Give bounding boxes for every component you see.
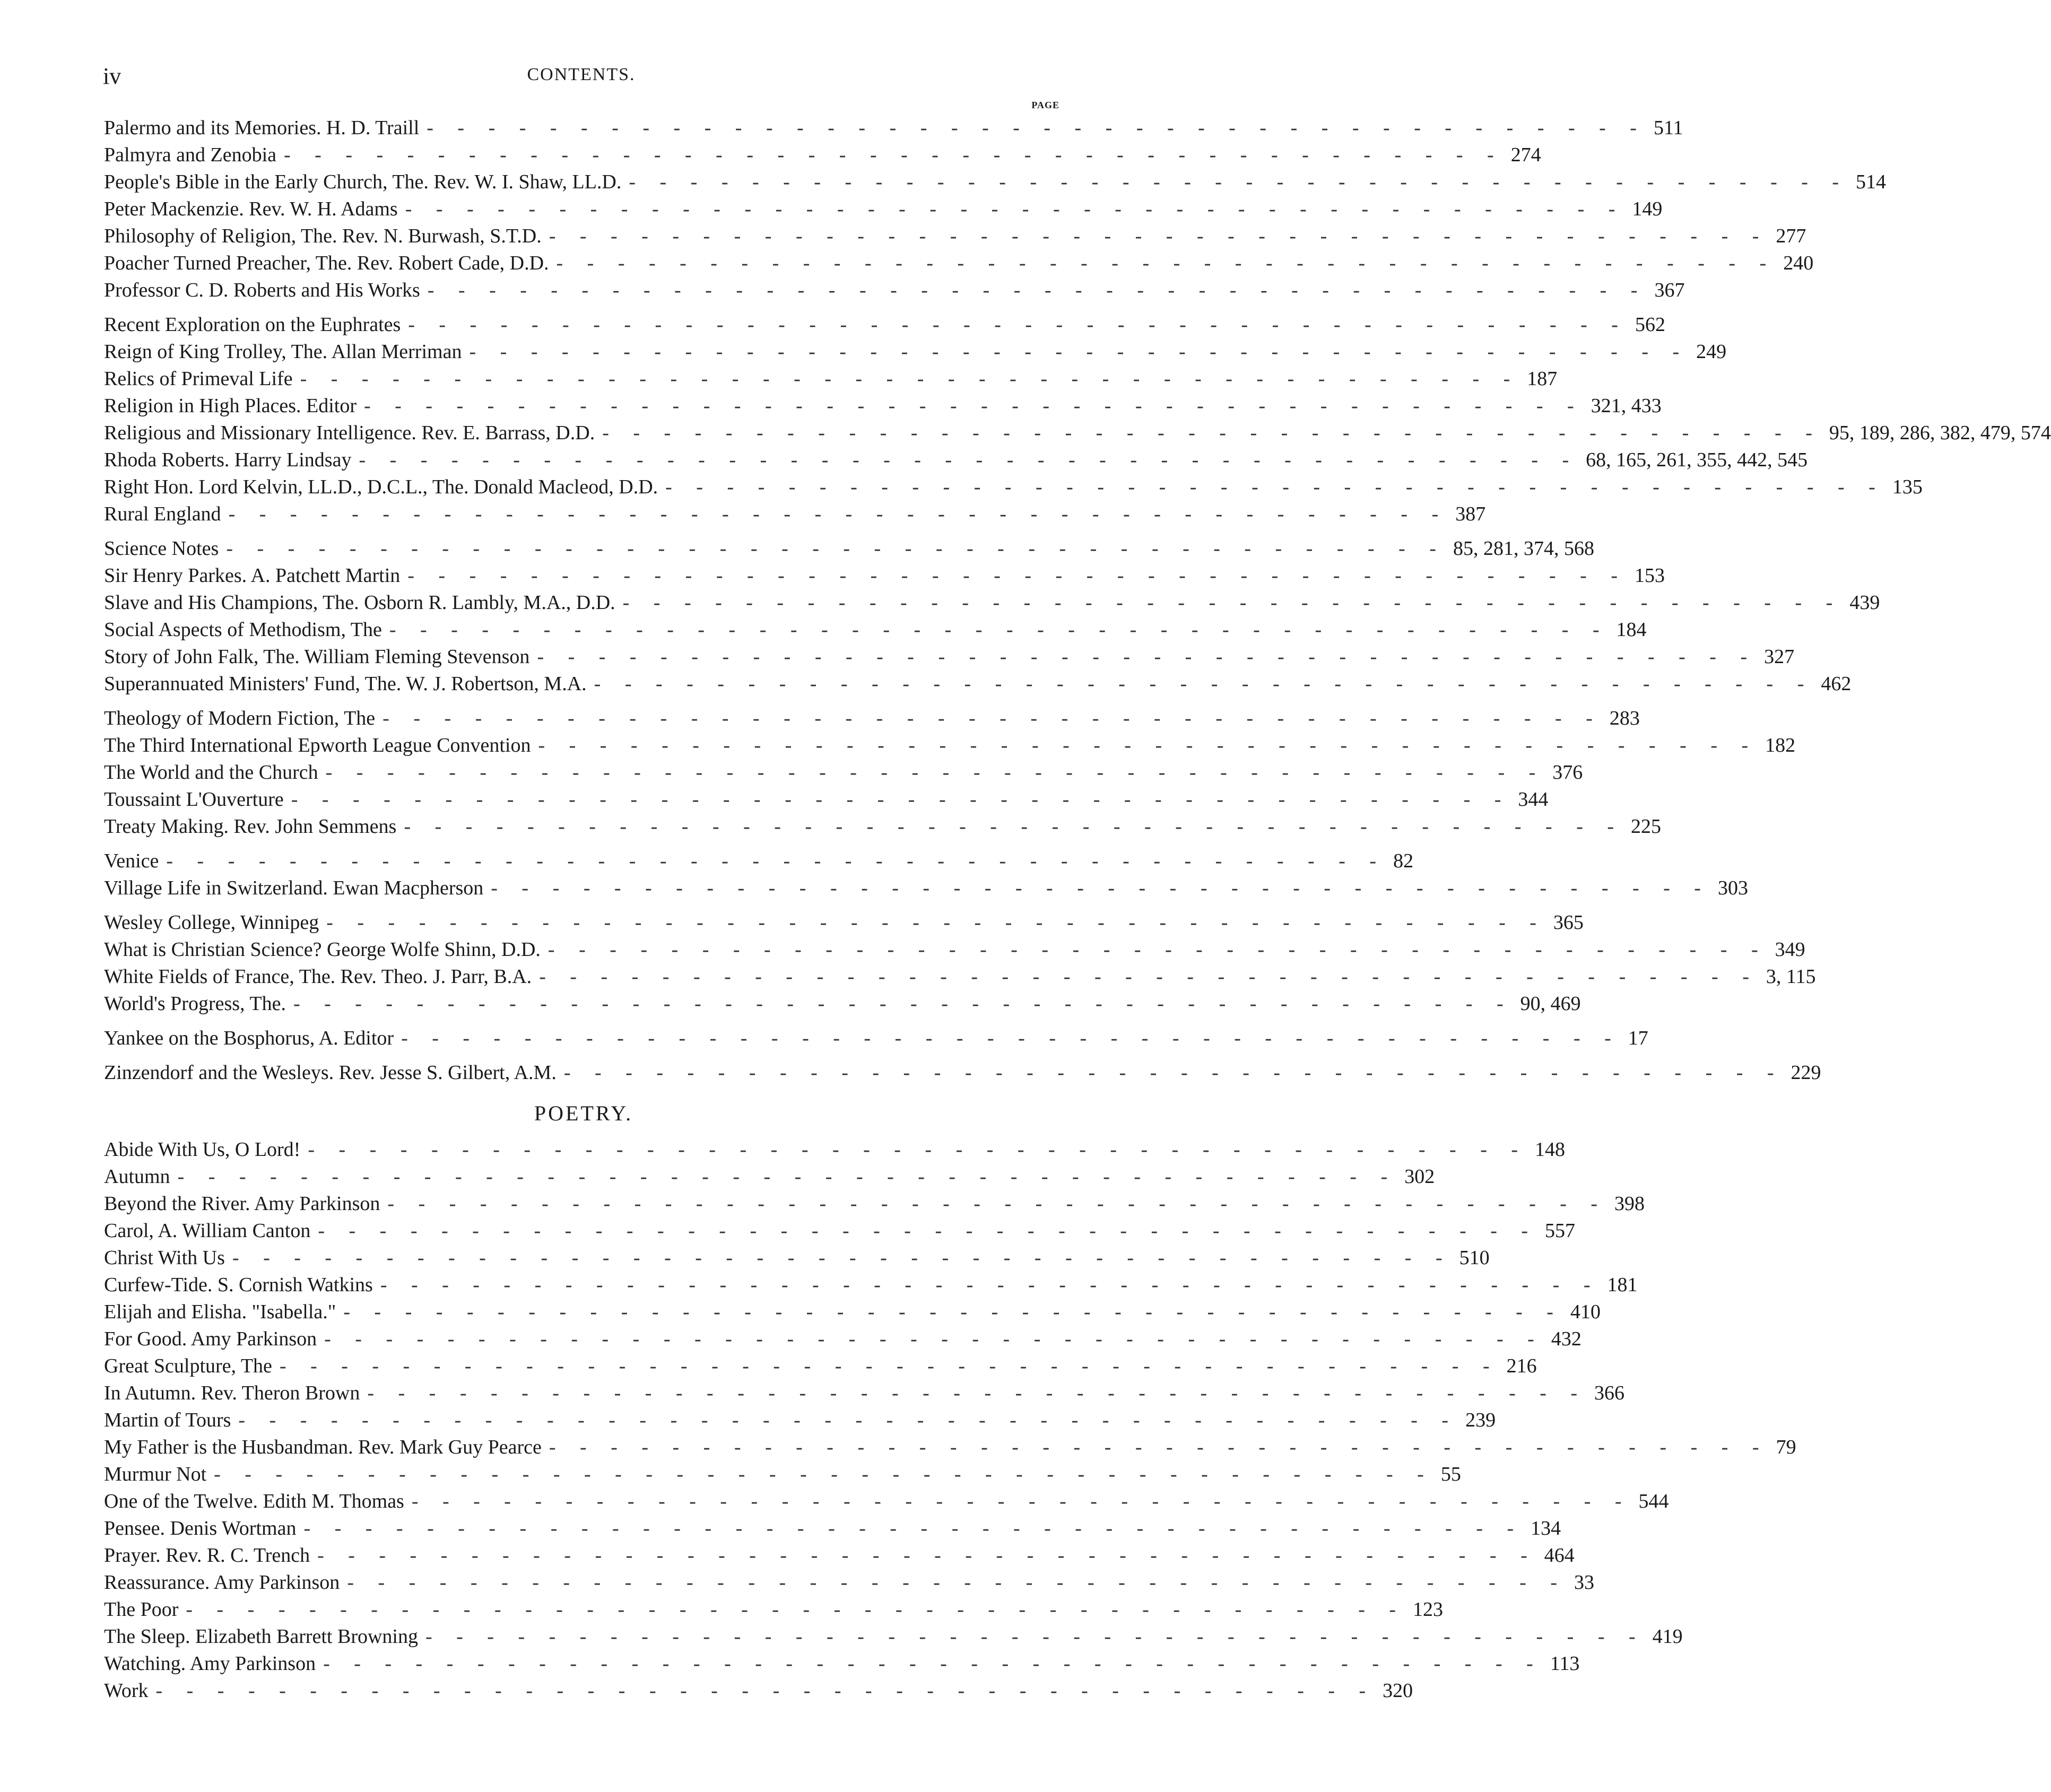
dot-leader: - - - - - - - - - - - - - - - - - - - - - - - - - - - - - - - - - - - - - - - - [380, 1274, 1600, 1296]
entry-page: 398 [1614, 1193, 1645, 1215]
entry-title: Religious and Missionary Intelligence. Rev. E. Barrass, D.D. [104, 422, 595, 444]
entry-page: 249 [1696, 341, 1727, 363]
contents-entry [104, 813, 1662, 840]
dot-leader: - - - - - - - - - - - - - - - - - - - - - - - - - - - - - - - - - - - - - - - - [308, 1138, 1528, 1161]
entry-page: 90, 469 [1520, 993, 1581, 1015]
entry-title: Pensee. Denis Wortman [104, 1517, 297, 1539]
dot-leader: - - - - - - - - - - - - - - - - - - - - - - - - - - - - - - - - - - - - - - - - [427, 117, 1646, 139]
contents-entry [104, 1163, 1435, 1190]
contents-entry [104, 142, 1541, 169]
entry-title: Rural England [104, 503, 221, 525]
dot-leader: - - - - - - - - - - - - - - - - - - - - - - - - - - - - - - - - - - - - - - - - [226, 537, 1446, 560]
entry-page: 464 [1544, 1544, 1575, 1567]
group-gap [104, 304, 1063, 311]
entry-title: Beyond the River. Amy Parkinson [104, 1193, 380, 1215]
entry-title: Venice [104, 850, 159, 872]
dot-leader: - - - - - - - - - - - - - - - - - - - - - - - - - - - - - - - - - - - - - - - - [408, 314, 1628, 336]
dot-leader: - - - - - - - - - - - - - - - - - - - - - - - - - - - - - - - - - - - - - - - - [469, 341, 1689, 363]
entry-page: 17 [1628, 1027, 1648, 1049]
page-column-label: PAGE [1031, 100, 1059, 110]
contents-entry [104, 366, 1558, 393]
entry-title: Reign of King Trolley, The. Allan Merriman [104, 341, 462, 363]
dot-leader: - - - - - - - - - - - - - - - - - - - - - - - - - - - - - - - - - - - - - - - - [325, 761, 1545, 784]
dot-leader: - - - - - - - - - - - - - - - - - - - - - - - - - - - - - - - - - - - - - - - - [186, 1598, 1406, 1621]
entry-title: My Father is the Husbandman. Rev. Mark Guy Pearce [104, 1436, 542, 1458]
contents-entry [104, 1217, 1576, 1245]
dot-leader: - - - - - - - - - - - - - - - - - - - - - - - - - - - - - - - - - - - - - - - - [539, 965, 1759, 988]
entry-page: 123 [1413, 1598, 1444, 1621]
entry-page: 367 [1654, 279, 1685, 301]
contents-entry [104, 223, 1806, 250]
entry-page: 113 [1550, 1652, 1580, 1675]
dot-leader: - - - - - - - - - - - - - - - - - - - - - - - - - - - - - - - - - - - - - - - - [537, 646, 1757, 668]
entry-title: Murmur Not [104, 1463, 207, 1485]
contents-entry [104, 1515, 1561, 1542]
dot-leader: - - - - - - - - - - - - - - - - - - - - - - - - - - - - - - - - - - - - - - - - [549, 225, 1769, 247]
dot-leader: - - - - - - - - - - - - - - - - - - - - - - - - - - - - - - - - - - - - - - - - [602, 422, 1822, 444]
contents-entry [104, 759, 1583, 786]
dot-leader: - - - - - - - - - - - - - - - - - - - - - - - - - - - - - - - - - - - - - - - - [279, 1355, 1499, 1377]
entry-page: 410 [1570, 1301, 1601, 1323]
contents-entry [104, 562, 1665, 589]
dot-leader: - - - - - - - - - - - - - - - - - - - - - - - - - - - - - - - - - - - - - - - - [563, 1062, 1784, 1084]
entry-title: In Autumn. Rev. Theron Brown [104, 1382, 360, 1404]
dot-leader: - - - - - - - - - - - - - - - - - - - - - - - - - - - - - - - - - - - - - - - - [427, 279, 1647, 301]
dot-leader: - - - - - - - - - - - - - - - - - - - - - - - - - - - - - - - - - - - - - - - - [317, 1544, 1537, 1567]
contents-entry [104, 732, 1796, 759]
contents-entry [104, 1407, 1496, 1434]
entry-title: Watching. Amy Parkinson [104, 1652, 316, 1675]
entry-title: The Poor [104, 1598, 179, 1621]
poetry-contents [104, 1136, 1796, 1704]
dot-leader: - - - - - - - - - - - - - - - - - - - - - - - - - - - - - - - - - - - - - - - - [343, 1301, 1563, 1323]
contents-entry [104, 535, 1594, 562]
entry-page: 134 [1531, 1517, 1561, 1539]
contents-entry [104, 1380, 1625, 1407]
contents-entry [104, 1623, 1683, 1650]
contents-entry [104, 1434, 1796, 1461]
dot-leader: - - - - - - - - - - - - - - - - - - - - - - - - - - - - - - - - - - - - - - - - [622, 591, 1843, 614]
running-title: CONTENTS. [527, 65, 636, 84]
contents-entry [104, 474, 1923, 501]
entry-title: Village Life in Switzerland. Ewan Macpherson [104, 877, 484, 899]
entry-page: 321, 433 [1591, 395, 1662, 417]
entry-page: 320 [1383, 1680, 1413, 1702]
prose-contents [104, 115, 2051, 1086]
entry-title: Curfew-Tide. S. Cornish Watkins [104, 1274, 373, 1296]
dot-leader: - - - - - - - - - - - - - - - - - - - - - - - - - - - - - - - - - - - - - - - - [155, 1680, 1376, 1702]
entry-title: Martin of Tours [104, 1409, 231, 1431]
entry-title: Toussaint L'Ouverture [104, 788, 284, 811]
entry-title: Professor C. D. Roberts and His Works [104, 279, 420, 301]
contents-entry [104, 501, 1486, 528]
contents-entry [104, 909, 1584, 936]
contents-entry [104, 643, 1795, 671]
entry-title: Recent Exploration on the Euphrates [104, 314, 401, 336]
entry-page: 33 [1574, 1571, 1594, 1594]
entry-page: 283 [1609, 707, 1640, 729]
entry-page: 55 [1440, 1463, 1461, 1485]
group-gap [104, 840, 1063, 848]
contents-entry [104, 1461, 1461, 1488]
entry-page: 510 [1459, 1247, 1490, 1269]
entry-title: Rhoda Roberts. Harry Lindsay [104, 449, 352, 471]
entry-page: 187 [1527, 368, 1558, 390]
entry-title: The World and the Church [104, 761, 318, 784]
dot-leader: - - - - - - - - - - - - - - - - - - - - - - - - - - - - - - - - - - - - - - - - [383, 707, 1602, 729]
entry-page: 439 [1849, 591, 1880, 614]
contents-entry [104, 1596, 1444, 1623]
contents-entry [104, 1677, 1413, 1704]
dot-leader: - - - - - - - - - - - - - - - - - - - - - - - - - - - - - - - - - - - - - - - - [166, 850, 1386, 872]
dot-leader: - - - - - - - - - - - - - - - - - - - - - - - - - - - - - - - - - - - - - - - - [387, 1193, 1607, 1215]
contents-list [104, 115, 2051, 1704]
contents-entry [104, 1488, 1669, 1515]
entry-page: 349 [1775, 938, 1805, 961]
contents-entry [104, 875, 1748, 902]
dot-leader: - - - - - - - - - - - - - - - - - - - - - - - - - - - - - - - - - - - - - - - - [359, 449, 1579, 471]
entry-page: 274 [1510, 144, 1541, 166]
entry-page: 182 [1765, 734, 1796, 756]
dot-leader: - - - - - - - - - - - - - - - - - - - - - - - - - - - - - - - - - - - - - - - - [232, 1247, 1452, 1269]
entry-page: 181 [1607, 1274, 1638, 1296]
entry-page: 229 [1791, 1062, 1821, 1084]
entry-title: Abide With Us, O Lord! [104, 1138, 301, 1161]
contents-entry [104, 1299, 1601, 1326]
entry-title: What is Christian Science? George Wolfe Shinn, D.D. [104, 938, 541, 961]
contents-entry [104, 705, 1640, 732]
entry-page: 544 [1638, 1490, 1669, 1512]
dot-leader: - - - - - - - - - - - - - - - - - - - - - - - - - - - - - - - - - - - - - - - - [556, 252, 1776, 274]
dot-leader: - - - - - - - - - - - - - - - - - - - - - - - - - - - - - - - - - - - - - - - - [404, 815, 1624, 838]
entry-page: 82 [1393, 850, 1414, 872]
dot-leader: - - - - - - - - - - - - - - - - - - - - - - - - - - - - - - - - - - - - - - - - [347, 1571, 1567, 1594]
dot-leader: - - - - - - - - - - - - - - - - - - - - - - - - - - - - - - - - - - - - - - - - [293, 993, 1513, 1015]
entry-page: 95, 189, 286, 382, 479, 574 [1829, 422, 2051, 444]
contents-entry [104, 311, 1665, 338]
contents-entry [104, 616, 1647, 643]
entry-title: Wesley College, Winnipeg [104, 911, 319, 934]
dot-leader: - - - - - - - - - - - - - - - - - - - - - - - - - - - - - - - - - - - - - - - - [491, 877, 1710, 899]
entry-page: 68, 165, 261, 355, 442, 545 [1586, 449, 1808, 471]
contents-entry [104, 1190, 1645, 1217]
dot-leader: - - - - - - - - - - - - - - - - - - - - - - - - - - - - - - - - - - - - - - - - [323, 1652, 1543, 1675]
entry-title: Work [104, 1680, 149, 1702]
entry-title: Relics of Primeval Life [104, 368, 293, 390]
contents-entry [104, 420, 2051, 447]
entry-title: People's Bible in the Early Church, The. Rev. W. I. Shaw, LL.D. [104, 171, 622, 193]
dot-leader: - - - - - - - - - - - - - - - - - - - - - - - - - - - - - - - - - - - - - - - - [425, 1625, 1645, 1648]
entry-title: Autumn [104, 1165, 170, 1188]
entry-title: Story of John Falk, The. William Fleming Stevenson [104, 646, 530, 668]
entry-page: 327 [1764, 646, 1795, 668]
entry-title: Sir Henry Parkes. A. Patchett Martin [104, 564, 401, 587]
dot-leader: - - - - - - - - - - - - - - - - - - - - - - - - - - - - - - - - - - - - - - - - [303, 1517, 1524, 1539]
dot-leader: - - - - - - - - - - - - - - - - - - - - - - - - - - - - - - - - - - - - - - - - [665, 476, 1885, 498]
group-gap [104, 528, 1063, 535]
entry-page: 344 [1518, 788, 1549, 811]
dot-leader: - - - - - - - - - - - - - - - - - - - - - - - - - - - - - - - - - - - - - - - - [389, 619, 1609, 641]
entry-title: Treaty Making. Rev. John Semmens [104, 815, 397, 838]
contents-entry [104, 963, 1816, 990]
entry-title: Religion in High Places. Editor [104, 395, 357, 417]
dot-leader: - - - - - - - - - - - - - - - - - - - - - - - - - - - - - - - - - - - - - - - - [367, 1382, 1587, 1404]
entry-title: Slave and His Champions, The. Osborn R. Lambly, M.A., D.D. [104, 591, 615, 614]
entry-title: Reassurance. Amy Parkinson [104, 1571, 340, 1594]
entry-page: 277 [1776, 225, 1806, 247]
entry-page: 562 [1635, 314, 1665, 336]
contents-entry [104, 1025, 1648, 1052]
entry-page: 387 [1455, 503, 1486, 525]
dot-leader: - - - - - - - - - - - - - - - - - - - - - - - - - - - - - - - - - - - - - - - - [401, 1027, 1621, 1049]
dot-leader: - - - - - - - - - - - - - - - - - - - - - - - - - - - - - - - - - - - - - - - - [549, 1436, 1769, 1458]
entry-title: For Good. Amy Parkinson [104, 1328, 317, 1350]
entry-page: 511 [1653, 117, 1683, 139]
contents-entry [104, 786, 1549, 813]
dot-leader: - - - - - - - - - - - - - - - - - - - - - - - - - - - - - - - - - - - - - - - - [407, 564, 1627, 587]
dot-leader: - - - - - - - - - - - - - - - - - - - - - - - - - - - - - - - - - - - - - - - - [629, 171, 1849, 193]
entry-page: 432 [1551, 1328, 1581, 1350]
entry-page: 3, 115 [1766, 965, 1816, 988]
dot-leader: - - - - - - - - - - - - - - - - - - - - - - - - - - - - - - - - - - - - - - - - [300, 368, 1520, 390]
entry-page: 153 [1634, 564, 1665, 587]
entry-title: Palermo and its Memories. H. D. Traill [104, 117, 420, 139]
contents-entry [104, 990, 1581, 1017]
group-gap [104, 698, 1063, 705]
contents-entry [104, 338, 1727, 366]
dot-leader: - - - - - - - - - - - - - - - - - - - - - - - - - - - - - - - - - - - - - - - - [547, 938, 1768, 961]
dot-leader: - - - - - - - - - - - - - - - - - - - - - - - - - - - - - - - - - - - - - - - - [177, 1165, 1397, 1188]
entry-title: Superannuated Ministers' Fund, The. W. J. Robertson, M.A. [104, 673, 587, 695]
entry-title: Social Aspects of Methodism, The [104, 619, 382, 641]
entry-title: World's Progress, The. [104, 993, 286, 1015]
entry-title: The Third International Epworth League Convention [104, 734, 531, 756]
contents-entry [104, 589, 1880, 616]
contents-entry [104, 671, 1852, 698]
contents-entry [104, 250, 1814, 277]
entry-title: Poacher Turned Preacher, The. Rev. Robert Cade, D.D. [104, 252, 549, 274]
entry-page: 376 [1552, 761, 1583, 784]
group-gap [104, 1052, 1063, 1059]
entry-page: 79 [1776, 1436, 1796, 1458]
entry-title: Yankee on the Bosphorus, A. Editor [104, 1027, 394, 1049]
entry-page: 216 [1506, 1355, 1537, 1377]
entry-page: 135 [1892, 476, 1923, 498]
contents-entry [104, 1650, 1580, 1677]
entry-title: Zinzendorf and the Wesleys. Rev. Jesse S. Gilbert, A.M. [104, 1062, 557, 1084]
entry-page: 184 [1616, 619, 1647, 641]
dot-leader: - - - - - - - - - - - - - - - - - - - - - - - - - - - - - - - - - - - - - - - - [214, 1463, 1433, 1485]
contents-entry [104, 196, 1663, 223]
entry-title: Theology of Modern Fiction, The [104, 707, 376, 729]
entry-page: 239 [1465, 1409, 1496, 1431]
dot-leader: - - - - - - - - - - - - - - - - - - - - - - - - - - - - - - - - - - - - - - - - [238, 1409, 1458, 1431]
page-header [103, 63, 1059, 94]
entry-title: The Sleep. Elizabeth Barrett Browning [104, 1625, 418, 1648]
dot-leader: - - - - - - - - - - - - - - - - - - - - - - - - - - - - - - - - - - - - - - - - [284, 144, 1504, 166]
entry-page: 303 [1717, 877, 1748, 899]
entry-page: 366 [1594, 1382, 1625, 1404]
entry-title: Palmyra and Zenobia [104, 144, 277, 166]
contents-entry [104, 169, 1887, 196]
dot-leader: - - - - - - - - - - - - - - - - - - - - - - - - - - - - - - - - - - - - - - - - [411, 1490, 1631, 1512]
entry-page: 419 [1652, 1625, 1683, 1648]
entry-page: 240 [1783, 252, 1814, 274]
contents-entry [104, 1136, 1566, 1163]
contents-entry [104, 1245, 1490, 1272]
group-gap [104, 1017, 1063, 1025]
entry-title: One of the Twelve. Edith M. Thomas [104, 1490, 404, 1512]
entry-title: Philosophy of Religion, The. Rev. N. Burwash, S.T.D. [104, 225, 542, 247]
dot-leader: - - - - - - - - - - - - - - - - - - - - - - - - - - - - - - - - - - - - - - - - [318, 1220, 1538, 1242]
entry-title: Elijah and Elisha. "Isabella." [104, 1301, 336, 1323]
entry-title: Right Hon. Lord Kelvin, LL.D., D.C.L., The. Donald Macleod, D.D. [104, 476, 658, 498]
entry-title: Peter Mackenzie. Rev. W. H. Adams [104, 198, 398, 220]
contents-entry [104, 1353, 1537, 1380]
contents-entry [104, 936, 1805, 963]
contents-entry [104, 277, 1685, 304]
contents-entry [104, 1059, 1821, 1086]
dot-leader: - - - - - - - - - - - - - - - - - - - - - - - - - - - - - - - - - - - - - - - - [291, 788, 1511, 811]
entry-title: Carol, A. William Canton [104, 1220, 311, 1242]
group-gap [104, 902, 1063, 909]
dot-leader: - - - - - - - - - - - - - - - - - - - - - - - - - - - - - - - - - - - - - - - - [324, 1328, 1544, 1350]
entry-page: 85, 281, 374, 568 [1453, 537, 1594, 560]
dot-leader: - - - - - - - - - - - - - - - - - - - - - - - - - - - - - - - - - - - - - - - - [228, 503, 1448, 525]
contents-entry [104, 1569, 1594, 1596]
contents-entry [104, 1326, 1581, 1353]
contents-entry [104, 115, 1683, 142]
entry-page: 225 [1631, 815, 1662, 838]
contents-entry [104, 393, 1662, 420]
contents-entry [104, 848, 1414, 875]
entry-title: Science Notes [104, 537, 219, 560]
entry-page: 302 [1404, 1165, 1435, 1188]
contents-entry [104, 1542, 1575, 1569]
entry-page: 557 [1545, 1220, 1576, 1242]
entry-page: 462 [1821, 673, 1852, 695]
dot-leader: - - - - - - - - - - - - - - - - - - - - - - - - - - - - - - - - - - - - - - - - [326, 911, 1546, 934]
contents-entry [104, 447, 1808, 474]
dot-leader: - - - - - - - - - - - - - - - - - - - - - - - - - - - - - - - - - - - - - - - - [364, 395, 1584, 417]
entry-title: White Fields of France, The. Rev. Theo. J. Parr, B.A. [104, 965, 532, 988]
poetry-heading: POETRY. [534, 1101, 633, 1125]
dot-leader: - - - - - - - - - - - - - - - - - - - - - - - - - - - - - - - - - - - - - - - - [405, 198, 1625, 220]
contents-entry [104, 1272, 1638, 1299]
entry-title: Prayer. Rev. R. C. Trench [104, 1544, 310, 1567]
entry-title: Great Sculpture, The [104, 1355, 272, 1377]
dot-leader: - - - - - - - - - - - - - - - - - - - - - - - - - - - - - - - - - - - - - - - - [538, 734, 1758, 756]
page-number: iv [103, 63, 121, 89]
entry-title: Christ With Us [104, 1247, 225, 1269]
entry-page: 149 [1632, 198, 1663, 220]
entry-page: 365 [1553, 911, 1584, 934]
dot-leader: - - - - - - - - - - - - - - - - - - - - - - - - - - - - - - - - - - - - - - - - [594, 673, 1814, 695]
entry-page: 148 [1535, 1138, 1566, 1161]
entry-page: 514 [1856, 171, 1887, 193]
